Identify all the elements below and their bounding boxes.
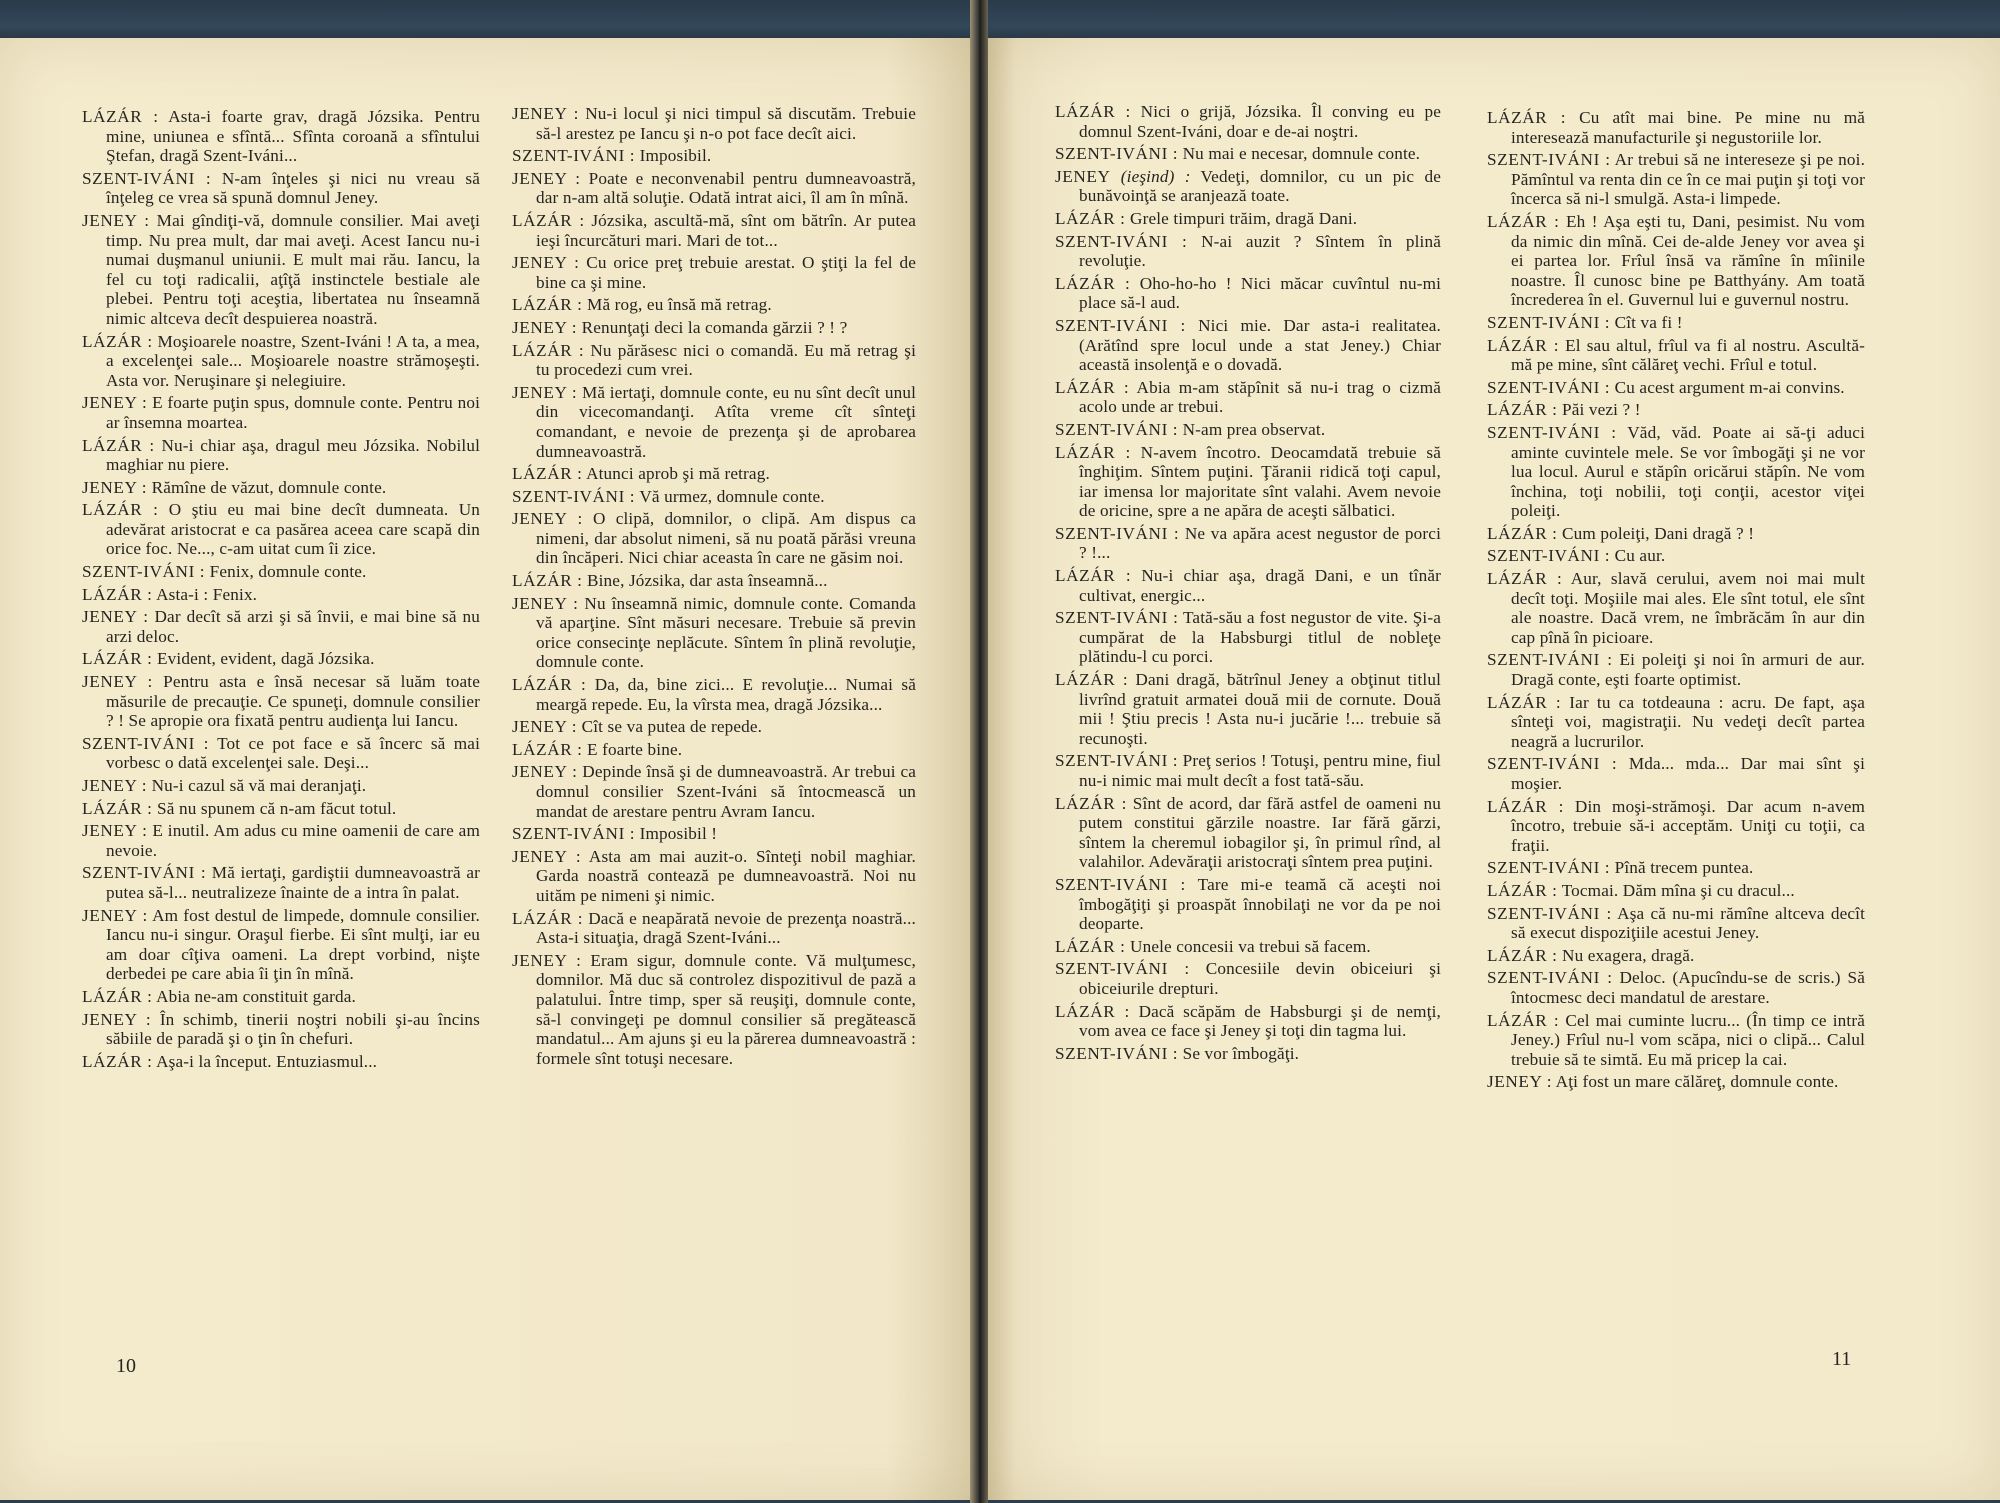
speaker-name: JENEY :	[512, 509, 583, 529]
dialogue-line	[512, 847, 916, 906]
dialogue-line	[1487, 546, 1865, 566]
speaker-name: LÁZÁR :	[512, 210, 585, 230]
dialogue-text: Dani dragă, bătrînul Jeney a obţinut titlul livrînd gratuit armatei două mii de cornute. Două mii ! Ştiu precis ! Asta nu-i jucărie !... trebuie să recunoşti.	[1079, 670, 1442, 748]
dialogue-line	[82, 672, 480, 731]
dialogue-text: Nu exagera, dragă.	[1562, 945, 1695, 965]
speaker-name: SZENT-IVÁNI :	[512, 824, 636, 844]
speaker-name: JENEY :	[512, 762, 578, 782]
dialogue-text: Abia m-am stăpînit să nu-i trag o cizmă acolo unde ar trebui.	[1079, 377, 1442, 417]
speaker-name: JENEY :	[82, 607, 149, 627]
speaker-name: SZENT-IVÁNI :	[1487, 422, 1617, 442]
dialogue-line	[1055, 209, 1441, 229]
dialogue-text: Mă iertaţi, gardiştii dumneavoastră ar putea să-l... neutralizeze înainte de a intra în palat.	[106, 863, 480, 902]
dialogue-line	[82, 169, 480, 208]
dialogue-text: Evident, evident, dagă Józsika.	[157, 649, 375, 669]
dialogue-text: Preţ serios ! Totuşi, pentru mine, fiul nu-i nimic mai mult decît a fost tată-său.	[1079, 751, 1442, 790]
speaker-name: SZENT-IVÁNI :	[1055, 751, 1179, 771]
dialogue-line	[1487, 569, 1865, 647]
speaker-name: LÁZÁR :	[512, 295, 583, 315]
speaker-name: SZENT-IVÁNI :	[512, 146, 636, 166]
speaker-name: SZENT-IVÁNI :	[1487, 968, 1613, 988]
speaker-name: LÁZÁR :	[1055, 273, 1131, 293]
speaker-name: SZENT-IVÁNI :	[82, 168, 212, 188]
dialogue-line	[512, 740, 916, 760]
dialogue-line	[1055, 274, 1441, 313]
speaker-name: JENEY :	[82, 393, 148, 413]
dialogue-line	[1055, 751, 1441, 790]
dialogue-line	[82, 500, 480, 559]
speaker-name: SZENT-IVÁNI :	[1055, 315, 1186, 335]
speaker-name: LÁZÁR :	[1055, 936, 1126, 956]
dialogue-line	[512, 571, 916, 591]
dialogue-line	[1055, 102, 1441, 141]
dialogue-text: E foarte bine.	[587, 739, 683, 759]
speaker-name: JENEY	[1055, 166, 1111, 186]
dialogue-line	[1055, 420, 1441, 440]
speaker-name: JENEY :	[82, 477, 148, 497]
dialogue-line	[512, 146, 916, 166]
dialogue-line	[82, 776, 480, 796]
dialogue-line	[512, 675, 916, 714]
speaker-name: LÁZÁR :	[82, 331, 153, 351]
speaker-name: SZENT-IVÁNI :	[1055, 231, 1188, 251]
dialogue-line	[1487, 881, 1865, 901]
speaker-name: JENEY :	[82, 210, 150, 230]
speaker-name: LÁZÁR :	[1055, 102, 1131, 121]
speaker-name: LÁZÁR :	[512, 340, 585, 360]
dialogue-text: Pînă trecem puntea.	[1614, 858, 1754, 878]
speaker-name: LÁZÁR :	[82, 1051, 153, 1071]
speaker-name: SZENT-IVÁNI :	[82, 733, 210, 753]
dialogue-line	[512, 509, 916, 568]
speaker-name: LÁZÁR :	[512, 464, 583, 484]
speaker-name: JENEY :	[82, 1009, 152, 1029]
dialogue-line	[82, 211, 480, 329]
speaker-name: JENEY :	[512, 382, 578, 402]
dialogue-text: Nu-i chiar aşa, dragul meu Józsika. Nobilul maghiar nu piere.	[106, 435, 480, 475]
dialogue-text: Renunţaţi deci la comanda gărzii ? ! ?	[581, 317, 848, 337]
speaker-name: SZENT-IVÁNI :	[82, 863, 207, 883]
speaker-name: SZENT-IVÁNI :	[1055, 144, 1179, 164]
speaker-name: SZENT-IVÁNI :	[1487, 150, 1611, 170]
dialogue-text: Imposibil.	[639, 146, 712, 166]
dialogue-line	[1487, 754, 1865, 793]
speaker-name: LÁZÁR :	[1487, 796, 1565, 816]
speaker-name: SZENT-IVÁNI :	[1487, 312, 1611, 332]
dialogue-line	[1055, 232, 1441, 271]
left-page-column-2	[512, 104, 916, 1071]
dialogue-line	[82, 393, 480, 432]
right-page-column-2	[1487, 108, 1865, 1095]
dialogue-text: Tot ce pot face e să încerc să mai vorbesc o dată excelenţei sale. Deşi...	[106, 733, 480, 773]
dialogue-line	[1487, 1072, 1865, 1092]
dialogue-text: Vedeţi, domnilor, cu un pic de bunăvoinţă se aranjează toate.	[1079, 166, 1441, 206]
speaker-name: JENEY :	[512, 717, 578, 737]
dialogue-text: Asta am mai auzit-o. Sînteţi nobil maghiar. Garda noastră contează pe dumneavoastră. Noi nu uităm pe nimeni şi nimic.	[536, 846, 916, 905]
dialogue-text: Deloc. (Apucîndu-se de scris.) Să întocmesc deci mandatul de arestare.	[1511, 968, 1865, 1007]
dialogue-line	[82, 107, 480, 166]
right-page-column-1	[1055, 102, 1441, 1066]
dialogue-line	[1055, 1002, 1441, 1041]
speaker-name: SZENT-IVÁNI :	[1487, 546, 1611, 566]
dialogue-text: E inutil. Am adus cu mine oamenii de care am nevoie.	[106, 821, 480, 860]
speaker-name: LÁZÁR :	[512, 908, 584, 928]
dialogue-text: Dar decît să arzi şi să învii, e mai bine să nu arzi deloc.	[106, 607, 480, 646]
speaker-name: LÁZÁR :	[1487, 945, 1558, 965]
dialogue-text: Oho-ho-ho ! Nici măcar cuvîntul nu-mi place să-l aud.	[1079, 273, 1442, 313]
speaker-name: LÁZÁR :	[1487, 523, 1558, 543]
dialogue-line	[1487, 313, 1865, 333]
speaker-name: SZENT-IVÁNI :	[1487, 754, 1618, 774]
dialogue-text: Mă iertaţi, domnule conte, eu nu sînt decît unul din vicecomandanţi. Atîta vreme cît sînteţi comandant, e nevoie de prezenţa şi de aprobarea dumneavoastră.	[536, 382, 916, 461]
dialogue-line	[1055, 608, 1441, 667]
dialogue-text: Nu părăsesc nici o comandă. Eu mă retrag şi tu procedezi cum vrei.	[536, 340, 916, 380]
dialogue-line	[512, 341, 916, 380]
speaker-name: JENEY :	[512, 593, 579, 613]
dialogue-text: În schimb, tinerii noştri nobili şi-au încins săbiile de paradă şi o ţin în chefuri.	[106, 1009, 480, 1049]
book-cover-edge	[0, 0, 2000, 38]
dialogue-text: Moşioarele noastre, Szent-Iváni ! A ta, a mea, a excelenţei sale... Moşioarele noastre strămoşeşti. Asta vor. Neruşinare şi nelegiuire.	[106, 331, 481, 390]
dialogue-text: O clipă, domnilor, o clipă. Am dispus ca nimeni, dar absolut nimeni, să nu poată părăsi vreuna din încăperi. Nici chiar aceasta în care ne găsim noi.	[536, 509, 916, 568]
dialogue-line	[1487, 524, 1865, 544]
speaker-name: LÁZÁR :	[1487, 880, 1558, 900]
speaker-name: LÁZÁR :	[1055, 670, 1129, 690]
dialogue-line	[1055, 378, 1441, 417]
dialogue-text: Cît se va putea de repede.	[581, 717, 763, 737]
dialogue-line	[1055, 670, 1441, 748]
speaker-name: JENEY :	[512, 846, 582, 866]
speaker-name: SZENT-IVÁNI :	[1055, 419, 1179, 439]
dialogue-text: Cel mai cuminte lucru... (În timp ce intră Jeney.) Frîul nu-l vom scăpa, nici o clipă... Calul trebuie să te simtă. Eu mă pricep la cai.	[1511, 1010, 1865, 1069]
dialogue-line	[82, 436, 480, 475]
dialogue-line	[82, 1010, 480, 1049]
dialogue-line	[512, 295, 916, 315]
dialogue-text: Nici mie. Dar asta-i realitatea. (Arătînd spre locul unde a stat Jeney.) Chiar această insolenţă e o dovadă.	[1079, 315, 1442, 375]
dialogue-text: Cu acest argument m-ai convins.	[1614, 377, 1845, 397]
right-page	[985, 38, 2000, 1500]
dialogue-text: N-am prea observat.	[1182, 419, 1326, 439]
dialogue-text: Pentru asta e însă necesar să luăm toate măsurile de precauţie. Ce spuneţi, domnule consilier ? ! Se apropie ora fixată pentru audienţa lui Iancu.	[106, 672, 480, 731]
dialogue-text: Depinde însă şi de dumneavoastră. Ar trebui ca domnul consilier Szent-Iváni să întocmească un mandat de arestare pentru Avram Iancu.	[536, 762, 916, 821]
dialogue-line	[1487, 693, 1865, 752]
speaker-name: LÁZÁR :	[82, 435, 155, 455]
dialogue-line	[512, 169, 916, 208]
dialogue-text: Concesiile devin obiceiuri şi obiceiurile drepturi.	[1079, 959, 1442, 998]
dialogue-text: Dacă e neapărată nevoie de prezenţa noastră... Asta-i situaţia, dragă Szent-Iváni...	[536, 908, 916, 948]
dialogue-text: Eram sigur, domnule conte. Vă mulţumesc, domnilor. Mă duc să controlez dispozitivul de pază a palatului. Între timp, sper să reuşiţi, domnule conte, să-l convingeţi pe domnul consilier să pregătească mandatul... Am ajuns şi eu la părerea dumneavoastră : formele sînt totuşi necesare.	[536, 950, 916, 1068]
speaker-name: SZENT-IVÁNI :	[1487, 858, 1611, 878]
speaker-name: JENEY :	[512, 253, 580, 273]
dialogue-line	[1055, 167, 1441, 206]
dialogue-line	[82, 649, 480, 669]
dialogue-text: Am fost destul de limpede, domnule consilier. Iancu nu-i singur. Oraşul fierbe. Ei sînt mulţi, iar eu am doar cîţiva oameni. La drept vorbind, nişte derbedei pe care abia îi ţin în mînă.	[106, 905, 480, 984]
speaker-name: LÁZÁR :	[1055, 442, 1131, 462]
dialogue-line	[1487, 1011, 1865, 1070]
speaker-name: LÁZÁR :	[1055, 793, 1127, 813]
dialogue-text: Poate e neconvenabil pentru dumneavoastră, dar n-am altă soluţie. Odată intrat aici, îl am în mînă.	[536, 168, 916, 208]
dialogue-text: N-avem încotro. Deocamdată trebuie să înghiţim. Sîntem puţini. Ţăranii ridică toţi capul, iar imensa lor majoritate sînt valahi. Avem nevoie de oricine, spre a ne apăra de aceşti sălbatici.	[1079, 442, 1441, 521]
dialogue-line	[512, 318, 916, 338]
dialogue-line	[82, 332, 480, 391]
dialogue-text: Mai gîndiţi-vă, domnule consilier. Mai aveţi timp. Nu prea mult, dar mai aveţi. Acest Iancu nu-i numai duşmanul uniunii. E mult mai rău. Iancu, la fel cu toţi radicalii, aţîţă instinctele bestiale ale plebei. Pentru toţi aceştia, libertatea nu înseamnă nimic altceva decît despuierea noastră.	[106, 210, 480, 328]
speaker-name: LÁZÁR :	[1487, 1010, 1560, 1030]
dialogue-line	[1487, 968, 1865, 1007]
dialogue-text: Iar tu ca totdeauna : acru. De fapt, aşa sînteţi voi, magistraţii. Nu vedeţi decît partea neagră a lucrurilor.	[1511, 692, 1865, 751]
dialogue-text: Cît va fi !	[1614, 312, 1683, 332]
book-gutter	[970, 0, 988, 1503]
speaker-name: LÁZÁR :	[1055, 377, 1130, 397]
speaker-name: JENEY :	[1487, 1072, 1553, 1092]
dialogue-line	[82, 821, 480, 860]
dialogue-line	[512, 383, 916, 461]
dialogue-line	[1487, 378, 1865, 398]
speaker-name: LÁZÁR :	[512, 739, 583, 759]
speaker-name: SZENT-IVÁNI :	[82, 562, 206, 582]
dialogue-line	[1055, 937, 1441, 957]
stage-direction: (ieşind) :	[1120, 166, 1191, 186]
speaker-name: LÁZÁR :	[1055, 566, 1132, 586]
speaker-name: SZENT-IVÁNI :	[1487, 650, 1613, 670]
dialogue-text: Asta-i : Fenix.	[156, 584, 258, 604]
dialogue-line	[1055, 794, 1441, 872]
dialogue-line	[1487, 150, 1865, 209]
dialogue-text: Nu-i chiar aşa, dragă Dani, e un tînăr cultivat, energic...	[1079, 566, 1441, 605]
dialogue-text: Cu orice preţ trebuie arestat. O ştiţi la fel de bine ca şi mine.	[536, 253, 916, 292]
dialogue-text: Aur, slavă cerului, avem noi mai mult decît toţi. Moşiile mai ales. Ele sînt totul, ele sînt ale noastre. Dacă vrem, ne îmbrăcăm în aur din cap pînă în picioare.	[1511, 569, 1866, 647]
speaker-name: LÁZÁR :	[1487, 211, 1560, 231]
speaker-name: LÁZÁR :	[1487, 108, 1567, 127]
dialogue-text: Aţi fost un mare călăreţ, domnule conte.	[1555, 1072, 1839, 1092]
dialogue-line	[1487, 336, 1865, 375]
dialogue-text: Nu-i locul şi nici timpul să discutăm. Trebuie să-l arestez pe Iancu şi n-o pot face decît aici.	[536, 104, 916, 143]
dialogue-text: Se vor îmbogăţi.	[1182, 1043, 1300, 1063]
dialogue-text: Cu aur.	[1614, 546, 1666, 566]
dialogue-line	[1487, 797, 1865, 856]
speaker-name: LÁZÁR :	[82, 798, 153, 818]
speaker-name: LÁZÁR :	[1487, 400, 1558, 420]
dialogue-line	[82, 1052, 480, 1072]
dialogue-line	[512, 253, 916, 292]
speaker-name: LÁZÁR :	[82, 986, 153, 1006]
dialogue-text: Din moşi-strămoşi. Dar acum n-avem încotro, trebuie să-i acceptăm. Uniţi cu toţii, ca fraţii.	[1511, 796, 1866, 855]
dialogue-line	[82, 906, 480, 984]
page-number-right: 11	[1832, 1348, 1852, 1370]
dialogue-text: Józsika, ascultă-mă, sînt om bătrîn. Ar putea ieşi încurcături mari. Mari de tot...	[536, 210, 916, 250]
dialogue-line	[512, 762, 916, 821]
dialogue-line	[82, 799, 480, 819]
dialogue-text: Aşa că nu-mi rămîne altceva decît să execut dispoziţiile acestui Jeney.	[1511, 903, 1866, 943]
dialogue-text: N-am înţeles şi nici nu vreau să înţeleg ce vrea să spună domnul Jeney.	[106, 168, 480, 208]
speaker-name: LÁZÁR :	[82, 649, 153, 669]
dialogue-line	[512, 909, 916, 948]
dialogue-line	[82, 734, 480, 773]
dialogue-line	[82, 987, 480, 1007]
speaker-name: LÁZÁR :	[82, 584, 153, 604]
dialogue-line	[1055, 524, 1441, 563]
speaker-name: LÁZÁR :	[1055, 1001, 1130, 1021]
dialogue-text: Cum poleiţi, Dani dragă ? !	[1562, 523, 1755, 543]
dialogue-line	[512, 594, 916, 672]
dialogue-text: Nu-i cazul să vă mai deranjaţi.	[151, 776, 367, 795]
dialogue-text: El sau altul, frîul va fi al nostru. Ascultă-mă pe mine, sînt călăreţ vechi. Frîul e totul.	[1511, 335, 1866, 375]
dialogue-line	[82, 863, 480, 902]
dialogue-text: Nu mai e necesar, domnule conte.	[1182, 144, 1421, 164]
dialogue-text: Tare mi-e teamă că aceşti noi îmbogăţiţi şi proaspăt înnobilaţi ne vor da pe noi deoparte.	[1079, 874, 1441, 934]
dialogue-text: Abia ne-am constituit garda.	[156, 986, 356, 1006]
dialogue-text: Asta-i foarte grav, dragă Józsika. Pentru mine, uniunea e sfîntă... Sfînta coroană a sfîntului Ştefan, dragă Szent-Iváni...	[106, 107, 481, 166]
dialogue-text: Rămîne de văzut, domnule conte.	[151, 477, 387, 497]
dialogue-line	[1487, 858, 1865, 878]
dialogue-line	[1487, 108, 1865, 147]
dialogue-line	[1487, 212, 1865, 310]
speaker-name: LÁZÁR :	[82, 500, 159, 520]
speaker-name: JENEY :	[82, 672, 153, 692]
speaker-name: SZENT-IVÁNI :	[1055, 959, 1190, 979]
speaker-name: SZENT-IVÁNI :	[1487, 377, 1611, 397]
dialogue-text: E foarte puţin spus, domnule conte. Pentru noi ar însemna moartea.	[106, 393, 480, 432]
dialogue-text: Dacă scăpăm de Habsburgi şi de nemţi, vom avea ce face şi Jeney şi toţi din tagma lui.	[1079, 1001, 1441, 1041]
dialogue-text: Ne va apăra acest negustor de porci ? !...	[1079, 523, 1442, 563]
dialogue-line	[512, 211, 916, 250]
dialogue-line	[1487, 946, 1865, 966]
speaker-name: JENEY :	[512, 168, 581, 188]
dialogue-text: Să nu spunem că n-am făcut totul.	[157, 798, 397, 818]
dialogue-text: Da, da, bine zici... E revoluţie... Numai să meargă repede. Eu, la vîrsta mea, dragă Józsika...	[536, 675, 916, 714]
dialogue-line	[1055, 875, 1441, 934]
dialogue-text: Tocmai. Dăm mîna şi cu dracul...	[1561, 880, 1795, 900]
speaker-name: SZENT-IVÁNI :	[1055, 874, 1186, 894]
speaker-name: LÁZÁR :	[512, 675, 587, 695]
speaker-name: LÁZÁR :	[1487, 692, 1562, 712]
speaker-name: JENEY :	[512, 317, 578, 337]
dialogue-line	[512, 464, 916, 484]
speaker-name: LÁZÁR :	[1055, 208, 1126, 228]
dialogue-text: Văd, văd. Poate ai să-ţi aduci aminte cuvintele mele. Se vor îmbogăţi şi ne vor lua locul. Aurul e stăpîn oricărui stăpîn. Ne vom închina, toţi nobilii, toţi conţii, acestor viţei poleiţi.	[1511, 422, 1866, 521]
dialogue-line	[1055, 316, 1441, 375]
dialogue-line	[1487, 400, 1865, 420]
dialogue-line	[512, 487, 916, 507]
dialogue-text: O ştiu eu mai bine decît dumneata. Un adevărat aristocrat e ca pasărea aceea care scapă din orice foc. Ne..., c-am uitat cum îi zice.	[106, 500, 480, 559]
speaker-name: LÁZÁR :	[512, 571, 583, 591]
dialogue-text: Unele concesii va trebui să facem.	[1130, 936, 1371, 956]
dialogue-text: Cu atît mai bine. Pe mine nu mă interesează manufacturile şi negustoriile lor.	[1511, 108, 1866, 147]
dialogue-text: Păi vezi ? !	[1562, 400, 1641, 420]
dialogue-line	[512, 824, 916, 844]
dialogue-line	[1055, 144, 1441, 164]
dialogue-text: Fenix, domnule conte.	[209, 562, 367, 582]
speaker-name: LÁZÁR :	[1487, 335, 1560, 355]
speaker-name: LÁZÁR :	[82, 107, 159, 126]
speaker-name: SZENT-IVÁNI :	[1055, 1043, 1179, 1063]
left-page-column-1	[82, 107, 480, 1074]
dialogue-line	[512, 717, 916, 737]
dialogue-line	[1055, 566, 1441, 605]
dialogue-line	[1055, 959, 1441, 998]
dialogue-text: Bine, Józsika, dar asta înseamnă...	[587, 571, 828, 591]
dialogue-text: Ar trebui să ne intereseze şi pe noi. Pămîntul va renta din ce în ce mai puţin şi toţi vor încerca să ni-l smulgă. Asta-i limpede.	[1511, 150, 1866, 209]
dialogue-text: Tată-său a fost negustor de vite. Şi-a cumpărat de la Habsburgi titlul de nobleţe plătindu-l cu porci.	[1079, 608, 1442, 667]
dialogue-line	[512, 951, 916, 1069]
speaker-name: JENEY :	[82, 821, 148, 841]
dialogue-text: Atunci aprob şi mă retrag.	[586, 464, 770, 484]
dialogue-line	[1487, 904, 1865, 943]
dialogue-line	[82, 478, 480, 498]
dialogue-text: N-ai auzit ? Sîntem în plină revoluţie.	[1079, 231, 1441, 271]
dialogue-line	[82, 562, 480, 582]
dialogue-text: Mă rog, eu însă mă retrag.	[587, 295, 772, 315]
speaker-name: SZENT-IVÁNI :	[512, 486, 636, 506]
speaker-name: JENEY :	[512, 950, 582, 970]
dialogue-text: Grele timpuri trăim, dragă Dani.	[1130, 208, 1358, 228]
speaker-name: LÁZÁR :	[1487, 569, 1563, 589]
dialogue-line	[82, 585, 480, 605]
speaker-name: SZENT-IVÁNI :	[1055, 608, 1179, 628]
dialogue-text: Aşa-i la început. Entuziasmul...	[156, 1051, 378, 1071]
dialogue-text: Vă urmez, domnule conte.	[639, 486, 825, 506]
dialogue-text: Sînt de acord, dar fără astfel de oameni nu putem constitui gărzile noastre. Iar fără gărzi, sîntem la cheremul iobagilor şi, în primul rînd, al valahilor. Adevăraţii aristocraţi sîntem prea puţini.	[1079, 793, 1441, 872]
dialogue-text: Eh ! Aşa eşti tu, Dani, pesimist. Nu vom da nimic din mînă. Cei de-alde Jeney vor avea şi ei partea lor. Frîul însă va rămîne în mîinile noastre. Îl cunosc bine pe Batthyány. Am toată încrederea în el. Guvernul lui e guvernul nostru.	[1511, 211, 1866, 310]
dialogue-text: Mda... mda... Dar mai sînt şi moşier.	[1511, 754, 1866, 793]
dialogue-text: Nici o grijă, Józsika. Îl conving eu pe domnul Szent-Iváni, doar e de-ai noştri.	[1079, 102, 1441, 141]
speaker-name: SZENT-IVÁNI :	[1055, 523, 1180, 543]
speaker-name: JENEY :	[512, 104, 579, 123]
dialogue-line	[1055, 443, 1441, 521]
dialogue-line	[1055, 1044, 1441, 1064]
dialogue-line	[82, 607, 480, 646]
speaker-name: JENEY :	[82, 776, 148, 795]
dialogue-line	[512, 104, 916, 143]
dialogue-line	[1487, 650, 1865, 689]
dialogue-text: Nu înseamnă nimic, domnule conte. Comanda vă aparţine. Sînt măsuri necesare. Trebuie să previn orice consecinţe neplăcute. Sîntem în plină revoluţie, domnule conte.	[536, 593, 916, 672]
dialogue-text: Imposibil !	[639, 824, 718, 844]
left-page	[0, 38, 985, 1500]
speaker-name: SZENT-IVÁNI :	[1487, 903, 1612, 923]
speaker-name: JENEY :	[82, 905, 148, 925]
page-number-left: 10	[116, 1355, 136, 1377]
dialogue-text: Ei poleiţi şi noi în armuri de aur. Dragă conte, eşti foarte optimist.	[1511, 650, 1866, 690]
dialogue-line	[1487, 423, 1865, 521]
